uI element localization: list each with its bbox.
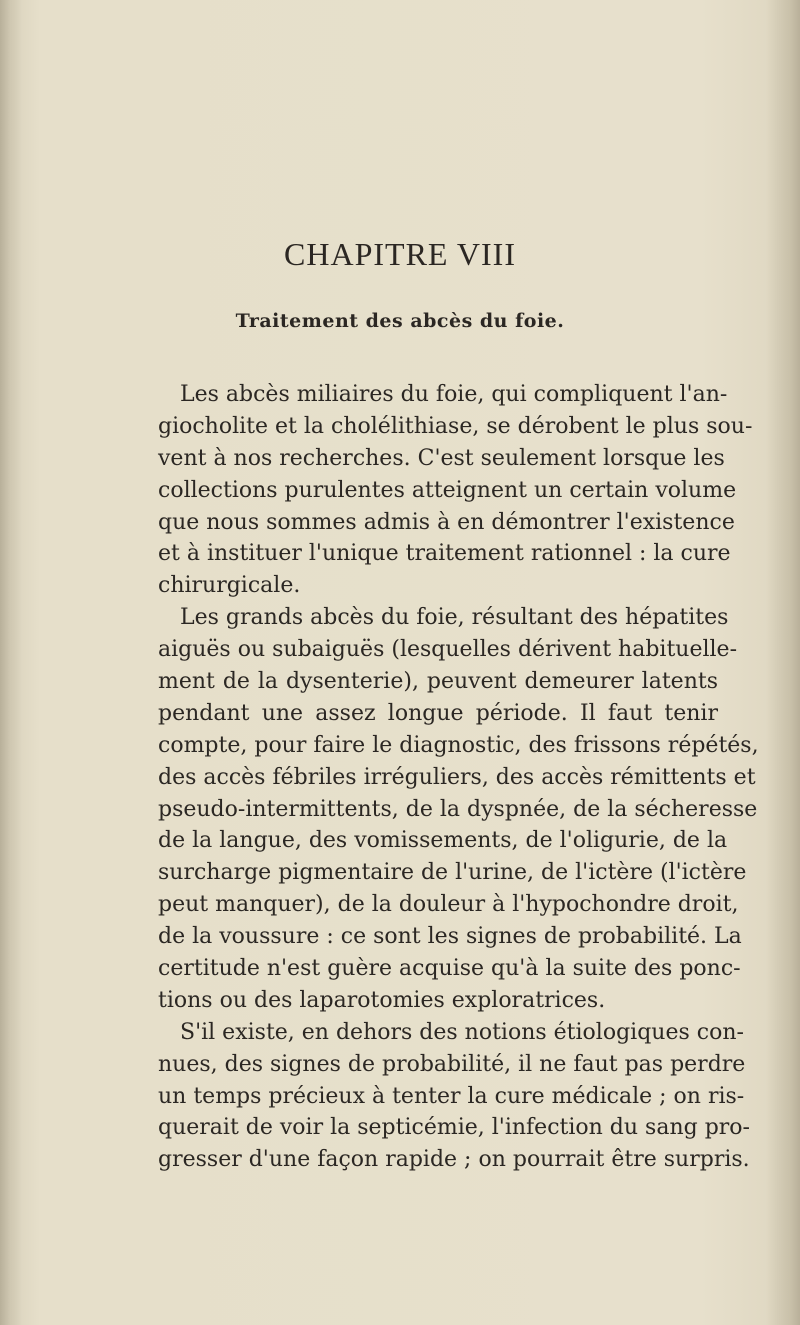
text-line: Les abcès miliaires du foie, qui compliquent l'an-	[180, 382, 728, 407]
text-line: chirurgicale.	[158, 573, 301, 599]
text-line: Les grands abcès du foie, résultant des hépatites	[180, 605, 729, 631]
text-line: compte, pour faire le diagnostic, des frissons répétés,	[158, 732, 759, 758]
text-line: des accès fébriles irréguliers, des accès rémittents et	[158, 764, 756, 790]
page-right-edge	[766, 0, 800, 1325]
text-line: gresser d'une façon rapide ; on pourrait être surpris.	[158, 1147, 750, 1173]
text-line: pseudo-intermittents, de la dyspnée, de la sécheresse	[158, 796, 758, 822]
text-line: pendant une assez longue période. Il faut tenir	[158, 700, 718, 726]
text-line: querait de voir la septicémie, l'infection du sang pro-	[158, 1115, 750, 1141]
body-text	[158, 379, 759, 1176]
text-line: vent à nos recherches. C'est seulement lorsque les	[158, 445, 725, 471]
text-line: de la langue, des vomissements, de l'oligurie, de la	[158, 828, 728, 854]
text-line: et à instituer l'unique traitement rationnel : la cure	[158, 541, 731, 567]
text-line: nues, des signes de probabilité, il ne faut pas perdre	[158, 1051, 746, 1077]
section-title: Traitement des abcès du foie.	[235, 310, 565, 332]
text-line: aiguës ou subaiguës (lesquelles dérivent habituelle-	[158, 637, 738, 663]
text-line: de la voussure : ce sont les signes de probabilité. La	[158, 924, 742, 950]
page-left-edge	[0, 0, 22, 1325]
text-line: tions ou des laparotomies exploratrices.	[158, 987, 606, 1013]
text-line: ment de la dysenterie), peuvent demeurer latents	[158, 669, 718, 695]
text-line: S'il existe, en dehors des notions étiologiques con-	[180, 1019, 744, 1045]
text-line: surcharge pigmentaire de l'urine, de l'ictère (l'ictère	[158, 860, 747, 886]
text-line: giocholite et la cholélithiase, se dérobent le plus sou-	[158, 413, 753, 439]
chapter-heading: CHAPITRE VIII	[284, 236, 516, 272]
text-line: certitude n'est guère acquise qu'à la suite des ponc-	[158, 956, 741, 982]
text-line: un temps précieux à tenter la cure médicale ; on ris-	[158, 1083, 745, 1109]
text-line: collections purulentes atteignent un certain volume	[158, 477, 737, 503]
text-line: que nous sommes admis à en démontrer l'existence	[158, 509, 735, 535]
text-line: peut manquer), de la douleur à l'hypochondre droit,	[158, 892, 739, 918]
